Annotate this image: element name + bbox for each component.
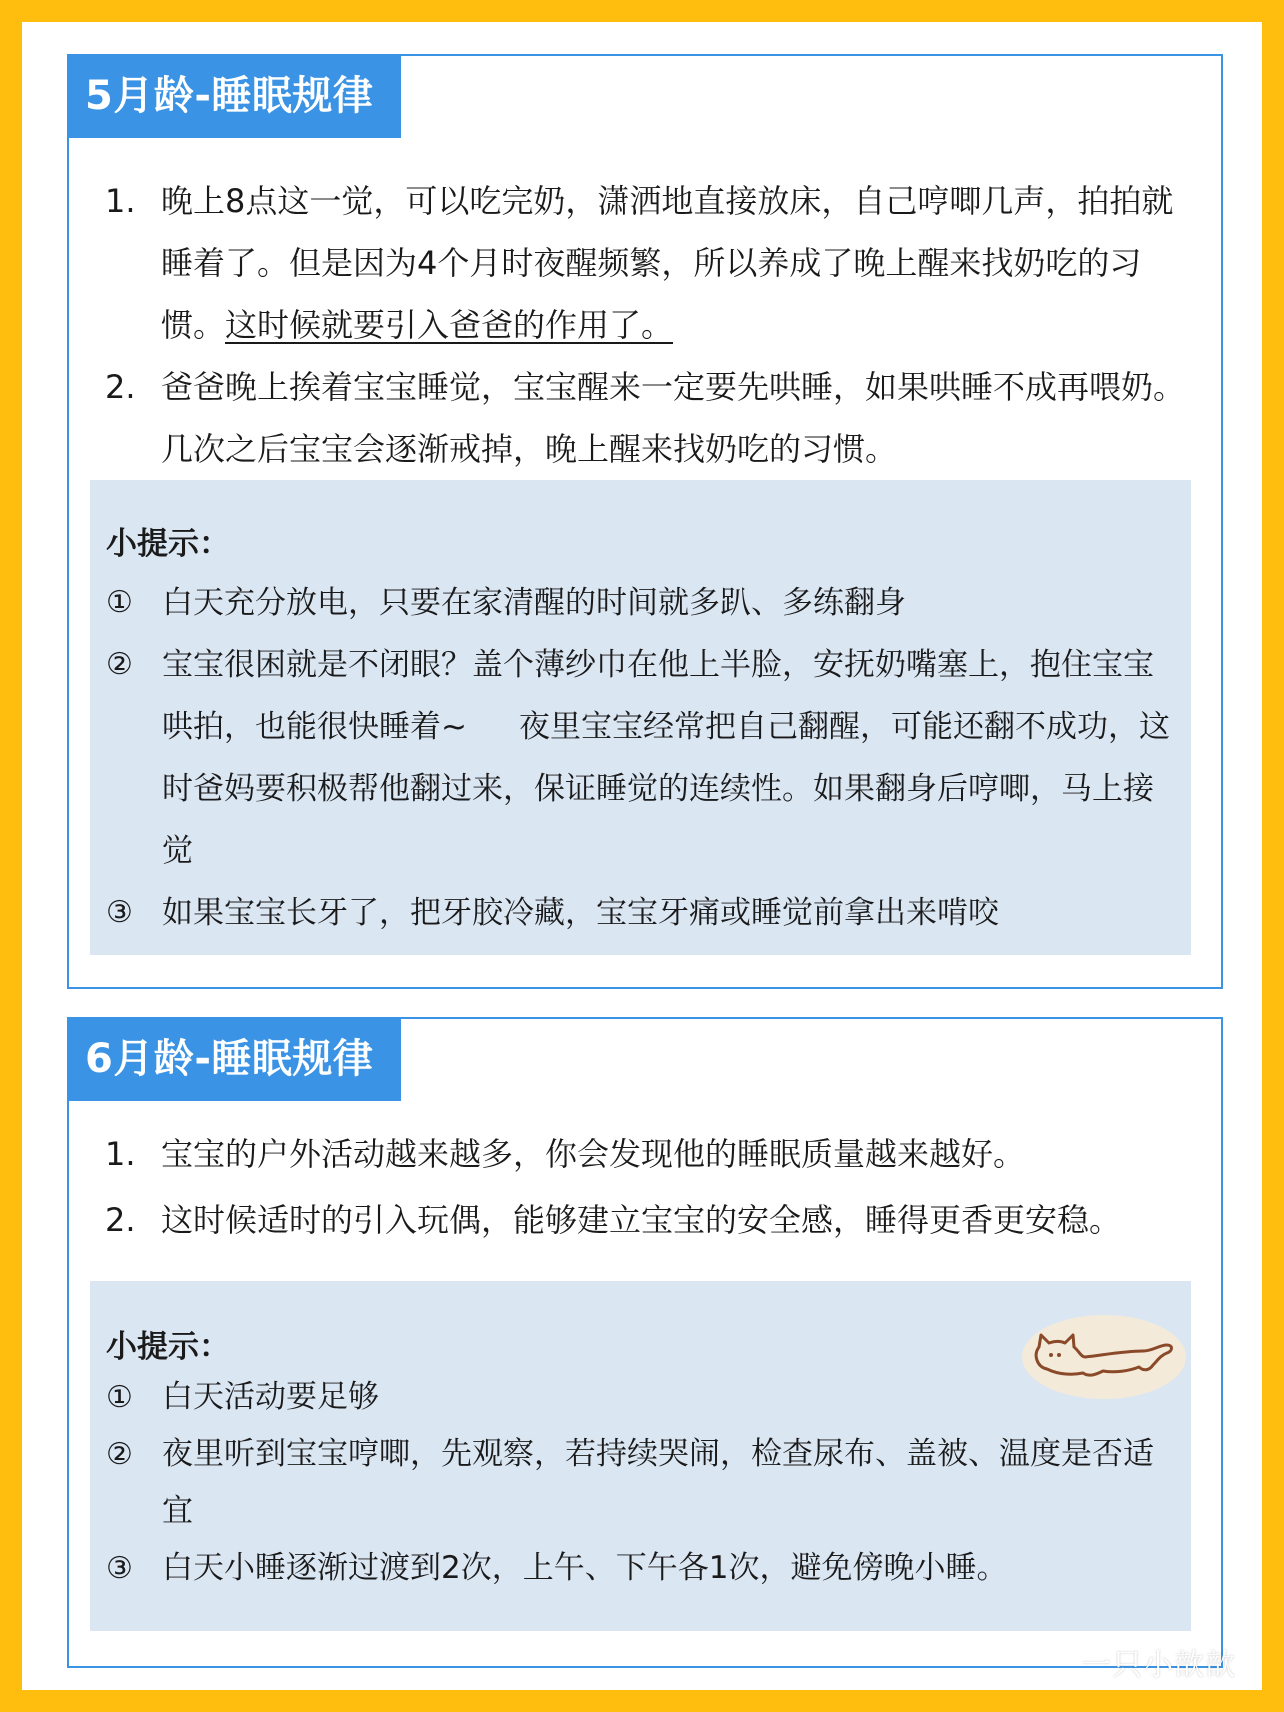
section-6-months	[67, 1017, 1223, 1668]
section-5-months	[67, 54, 1223, 989]
item-text: 宝宝的户外活动越来越多，你会发现他的睡眠质量越来越好。	[161, 1135, 1026, 1173]
tip-item	[106, 1369, 1175, 1426]
item-number: 1.	[105, 1135, 136, 1173]
tip-text: 如果宝宝长牙了，把牙胶冷藏，宝宝牙痛或睡觉前拿出来啃咬	[162, 895, 999, 931]
tip-item	[106, 882, 1175, 944]
tips-title: 小提示：	[106, 1329, 230, 1365]
rule-list	[105, 1123, 1197, 1255]
tip-text: 白天活动要足够	[162, 1379, 379, 1415]
tip-list	[106, 572, 1175, 944]
tip-text: 夜里听到宝宝哼唧，先观察，若持续哭闹，检查尿布、盖被、温度是否适宜	[162, 1436, 1154, 1529]
item-text: 这时候适时的引入玩偶，能够建立宝宝的安全感，睡得更香更安稳。	[161, 1201, 1122, 1239]
tips-box	[90, 1281, 1191, 1631]
tip-text-continued: 夜里宝宝经常把自己翻醒，可能还翻不成功，这时爸妈要积极帮他翻过来，保证睡觉的连续性。如果翻身后哼唧，马上接觉	[162, 709, 1170, 869]
section-title: 5月龄-睡眠规律	[67, 54, 401, 138]
list-item	[105, 1123, 1197, 1185]
item-text: 晚上8点这一觉，可以吃完奶，潇洒地直接放床，自己哼唧几声，拍拍就睡着了。但是因为4个月时夜醒频繁，所以养成了晚上醒来找奶吃的习惯。	[161, 182, 1174, 344]
tip-text: 白天小睡逐渐过渡到2次，上午、下午各1次，避免傍晚小睡。	[162, 1550, 1008, 1586]
list-item	[105, 356, 1197, 480]
tip-list	[106, 1369, 1175, 1597]
list-item	[105, 1189, 1197, 1251]
tip-item	[106, 634, 1175, 882]
page	[22, 22, 1262, 1690]
section-title: 6月龄-睡眠规律	[67, 1017, 401, 1101]
item-number: 2.	[105, 1201, 136, 1239]
tip-mark: ③	[106, 895, 133, 930]
item-text: 爸爸晚上挨着宝宝睡觉，宝宝醒来一定要先哄睡，如果哄睡不成再喂奶。几次之后宝宝会逐渐戒掉，晚上醒来找奶吃的习惯。	[161, 368, 1186, 468]
tip-item	[106, 1540, 1175, 1597]
underlined-text: 这时候就要引入爸爸的作用了。	[225, 306, 674, 344]
tip-text: 白天充分放电，只要在家清醒的时间就多趴、多练翻身	[162, 585, 906, 621]
tip-item	[106, 1426, 1175, 1540]
tip-mark: ②	[106, 1437, 133, 1472]
tip-mark: ①	[106, 585, 133, 620]
rule-list	[105, 170, 1197, 480]
list-item	[105, 170, 1197, 356]
tip-text: 宝宝很困就是不闭眼？盖个薄纱巾在他上半脸，安抚奶嘴塞上，抱住宝宝哄拍，也能很快睡着~	[162, 647, 1154, 745]
tip-item	[106, 572, 1175, 634]
tip-mark: ②	[106, 647, 133, 682]
watermark: 一只小歆歆	[1081, 1648, 1236, 1683]
tip-mark: ①	[106, 1380, 133, 1415]
item-number: 2.	[105, 368, 136, 406]
tips-title: 小提示：	[106, 526, 230, 562]
tip-mark: ③	[106, 1551, 133, 1586]
item-number: 1.	[105, 182, 136, 220]
tips-box	[90, 480, 1191, 955]
